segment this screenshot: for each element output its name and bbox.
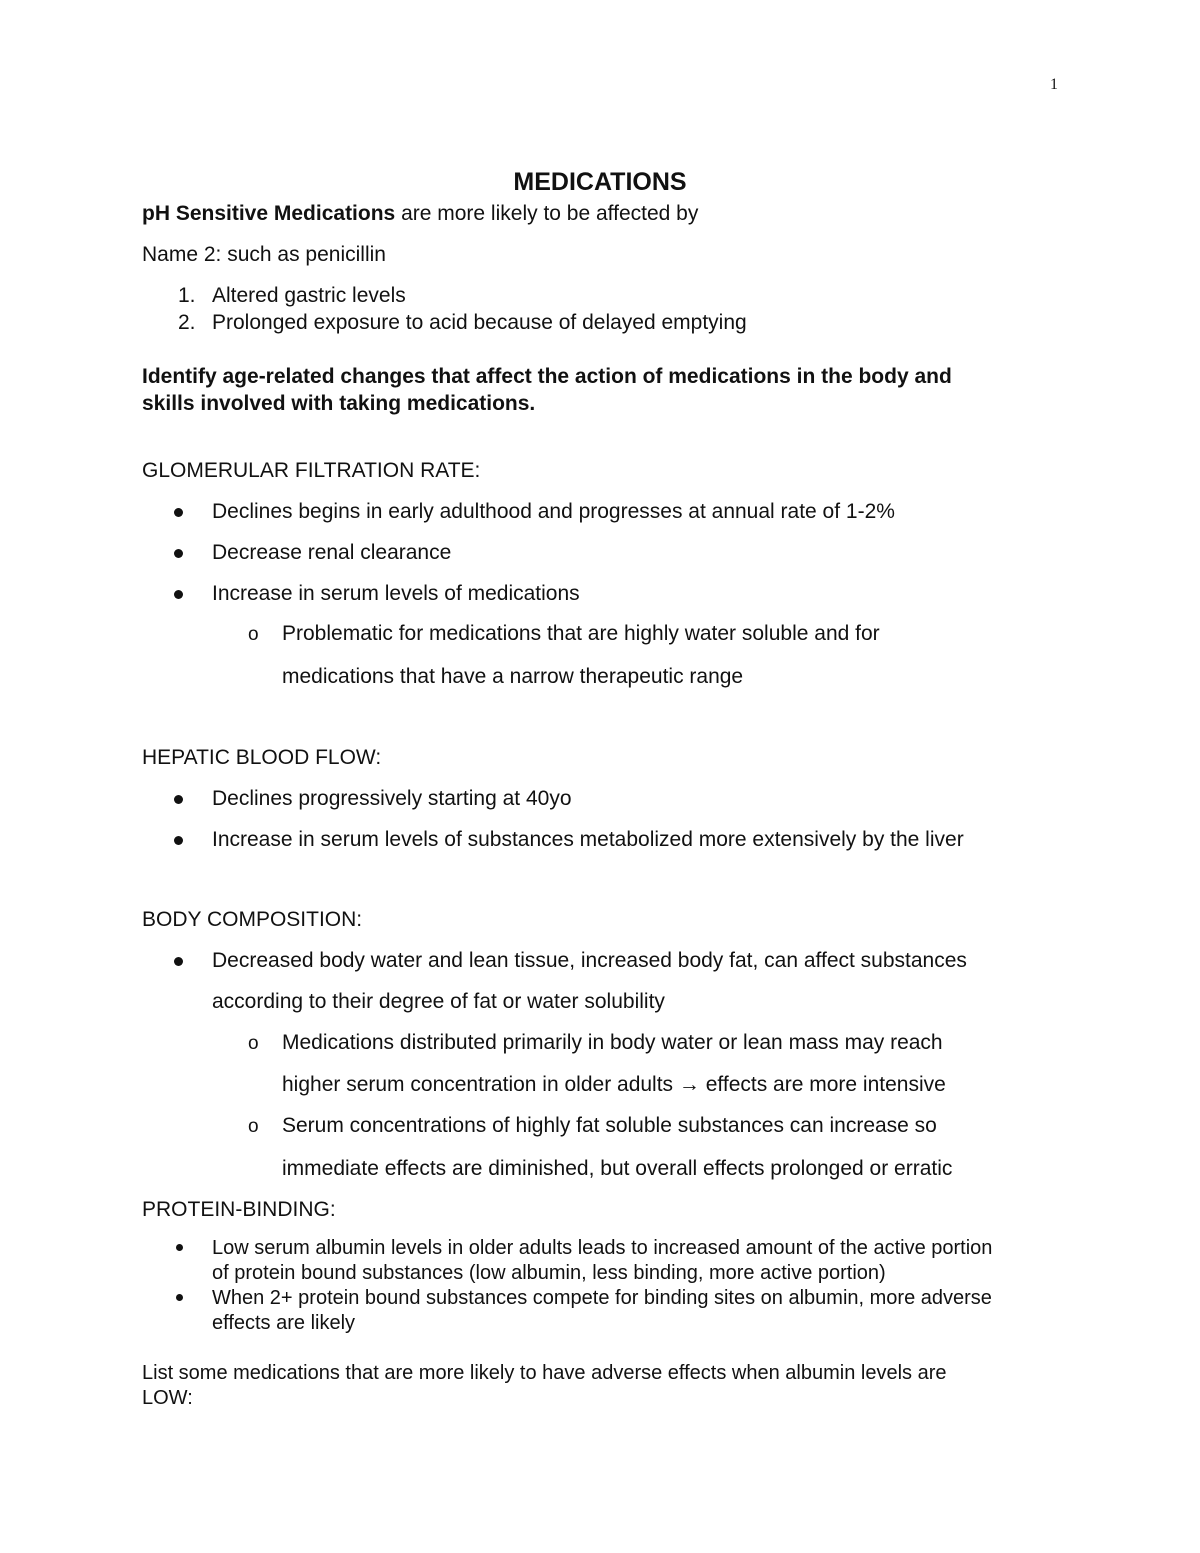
gfr-heading: GLOMERULAR FILTRATION RATE: — [142, 459, 481, 482]
gfr-bullet-1: Declines begins in early adulthood and progresses at annual rate of 1-2% — [212, 500, 895, 523]
ph-intro-rest: are more likely to be affected by — [395, 202, 699, 225]
bullet-icon — [174, 590, 183, 599]
name-2-line: Name 2: such as penicillin — [142, 243, 386, 266]
body-sub2-line1: Serum concentrations of highly fat soluble substances can increase so — [282, 1114, 937, 1137]
identify-heading-line1: Identify age-related changes that affect the action of medications in the body and — [142, 365, 952, 388]
hepatic-bullet-1: Declines progressively starting at 40yo — [212, 787, 572, 810]
ph-intro — [142, 202, 698, 226]
identify-heading-line2: skills involved with taking medications. — [142, 392, 536, 415]
protein-bullet2-line1: When 2+ protein bound substances compete for binding sites on albumin, more adverse — [212, 1287, 992, 1309]
bullet-icon — [176, 1244, 183, 1251]
protein-heading: PROTEIN-BINDING: — [142, 1198, 336, 1221]
sub-bullet-icon: o — [248, 1116, 259, 1137]
sub-bullet-icon: o — [248, 624, 259, 645]
body-sub1-line2-end: effects are more intensive — [699, 1073, 946, 1096]
arrow-right-icon: → — [678, 1073, 700, 1096]
protein-bullet2-line2: effects are likely — [212, 1312, 356, 1334]
protein-bullet1-line1: Low serum albumin levels in older adults leads to increased amount of the active portion — [212, 1237, 993, 1259]
body-bullet-line2: according to their degree of fat or water solubility — [212, 990, 665, 1013]
bullet-icon — [174, 795, 183, 804]
bullet-icon — [174, 508, 183, 517]
gfr-bullet-2: Decrease renal clearance — [212, 541, 452, 564]
body-sub2-line2: immediate effects are diminished, but overall effects prolonged or erratic — [282, 1157, 953, 1180]
bullet-icon — [176, 1294, 183, 1301]
bullet-icon — [174, 836, 183, 845]
bullet-icon — [174, 957, 183, 966]
page-number: 1 — [1050, 76, 1058, 93]
list-item-2: Prolonged exposure to acid because of delayed emptying — [212, 311, 747, 334]
body-sub1-line1: Medications distributed primarily in body water or lean mass may reach — [282, 1031, 943, 1054]
gfr-bullet-3: Increase in serum levels of medications — [212, 582, 580, 605]
gfr-sub-line2: medications that have a narrow therapeutic range — [282, 665, 744, 688]
bullet-icon — [174, 549, 183, 558]
body-sub1-line2-text: higher serum concentration in older adults — [282, 1073, 679, 1096]
list-item-1: Altered gastric levels — [212, 284, 406, 307]
hepatic-heading: HEPATIC BLOOD FLOW: — [142, 746, 382, 769]
ph-intro-bold: pH Sensitive Medications — [142, 202, 396, 225]
sub-bullet-icon: o — [248, 1033, 259, 1054]
document-title: MEDICATIONS — [513, 168, 687, 196]
list-some-line2: LOW: — [142, 1387, 193, 1409]
body-bullet-line1: Decreased body water and lean tissue, increased body fat, can affect substances — [212, 949, 967, 972]
list-number-2: 2. — [178, 311, 196, 334]
list-some-line1: List some medications that are more likely to have adverse effects when albumin levels are — [142, 1362, 947, 1384]
gfr-sub-line1: Problematic for medications that are highly water soluble and for — [282, 622, 880, 645]
body-heading: BODY COMPOSITION: — [142, 908, 363, 931]
protein-bullet1-line2: of protein bound substances (low albumin, less binding, more active portion) — [212, 1262, 886, 1284]
list-number-1: 1. — [178, 284, 196, 307]
hepatic-bullet-2: Increase in serum levels of substances metabolized more extensively by the liver — [212, 828, 964, 851]
body-sub1-line2 — [282, 1073, 946, 1097]
